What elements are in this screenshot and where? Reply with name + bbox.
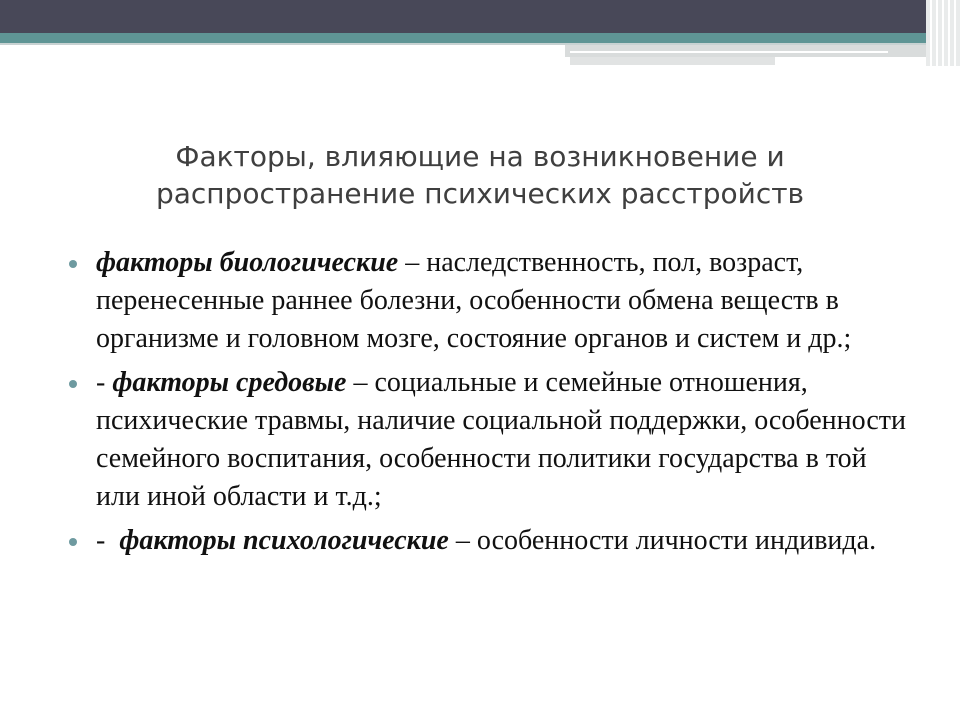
bullet-term: факторы средовые: [112, 367, 347, 398]
bullet-text: – особенности личности индивида.: [448, 525, 877, 556]
slide-title-line-1: Факторы, влияющие на возникновение и: [175, 140, 785, 173]
bullet-dot-icon: [69, 260, 77, 268]
stripe: [936, 0, 938, 66]
slide-title: [70, 138, 890, 212]
stripe: [930, 0, 932, 66]
bullet-prefix: -: [96, 367, 113, 398]
bullet-prefix: -: [96, 525, 120, 556]
bullet-item-environmental: [66, 364, 916, 516]
bullet-dot-icon: [69, 538, 77, 546]
stripe: [948, 0, 950, 66]
header-dark-band: [0, 0, 960, 33]
header-gray-step-lower: [570, 57, 775, 65]
header-white-line: [570, 51, 888, 53]
header-teal-band: [0, 33, 960, 43]
bullet-dot-icon: [69, 380, 77, 388]
stripe: [954, 0, 956, 66]
slide-title-line-2: распространение психических расстройств: [155, 177, 805, 210]
bullet-item-psychological: [66, 522, 916, 560]
bullet-text: – социальные и семейные отношения, психические травмы, наличие социальной поддержки, особенности семейного воспитания, особенности политики государства в той или иной области и т.д.;: [96, 367, 906, 512]
bullet-term: факторы биологические: [96, 247, 399, 278]
stripe: [942, 0, 944, 66]
bullet-list: [66, 244, 916, 566]
bullet-term: факторы психологические: [119, 525, 449, 556]
bullet-item-biological: [66, 244, 916, 358]
header-stripes-decoration: [926, 0, 960, 66]
bullet-text: – наследственность, пол, возраст, перенесенные раннее болезни, особенности обмена веществ в организме и головном мозге, состояние органов и систем и др.;: [96, 247, 852, 354]
